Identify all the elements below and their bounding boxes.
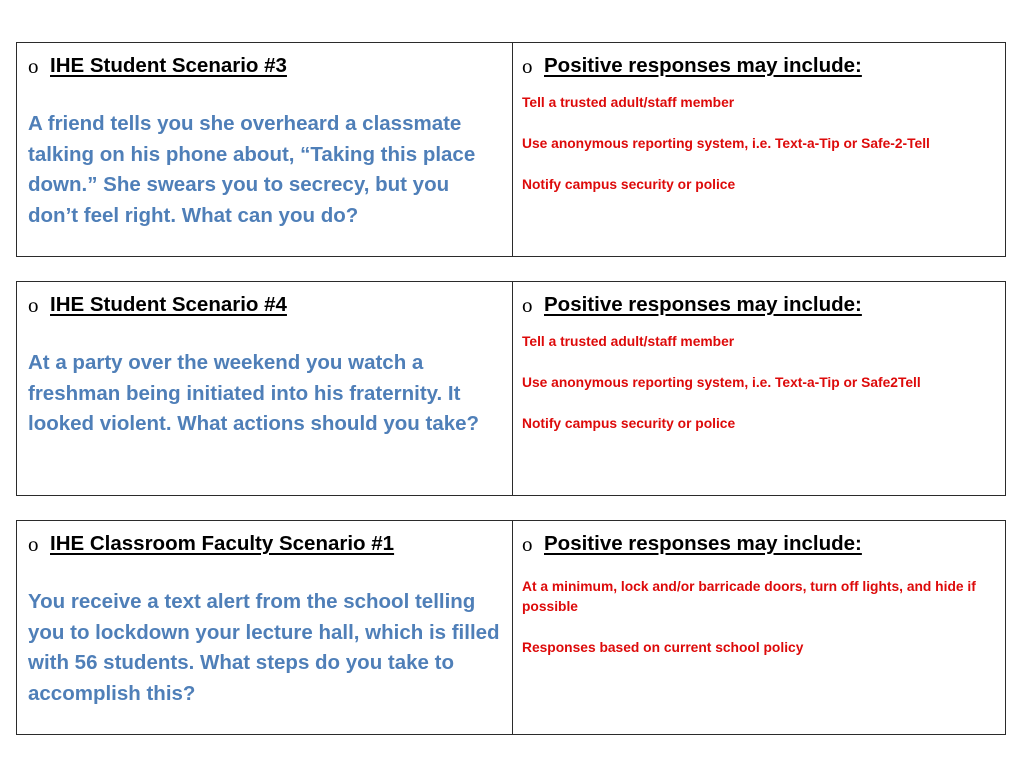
scenario-column <box>17 282 513 495</box>
responses-column <box>513 282 1005 495</box>
scenario-card-student-4 <box>16 281 1006 496</box>
scenario-heading-row <box>28 292 502 318</box>
responses-list <box>522 93 997 195</box>
scenario-card-faculty-1 <box>16 520 1006 735</box>
bullet-circle-icon: o <box>522 531 533 556</box>
scenario-text: You receive a text alert from the school telling you to lockdown your lecture hall, which is filled with 56 students. What steps do you take to accomplish this? <box>28 590 500 705</box>
scenario-heading-row <box>28 53 502 79</box>
response-item: Notify campus security or police <box>522 177 736 192</box>
response-item: At a minimum, lock and/or barricade doors, turn off lights, and hide if possible <box>522 579 976 614</box>
responses-title: Positive responses may include: <box>544 532 862 555</box>
scenario-title: IHE Classroom Faculty Scenario #1 <box>50 532 395 555</box>
scenario-text: At a party over the weekend you watch a freshman being initiated into his fraternity. It looked violent. What actions should you take? <box>28 351 480 435</box>
bullet-circle-icon: o <box>28 53 39 78</box>
response-item: Use anonymous reporting system, i.e. Text-a-Tip or Safe2Tell <box>522 375 921 390</box>
response-item: Tell a trusted adult/staff member <box>522 334 735 349</box>
responses-heading-row <box>522 292 997 318</box>
scenario-text: A friend tells you she overheard a classmate talking on his phone about, “Taking this place down.” She swears you to secrecy, but you don’t feel right. What can you do? <box>28 112 476 227</box>
responses-column <box>513 521 1005 734</box>
scenario-column <box>17 43 513 256</box>
response-item: Tell a trusted adult/staff member <box>522 95 735 110</box>
responses-heading-row <box>522 531 997 557</box>
response-item: Responses based on current school policy <box>522 640 804 655</box>
scenario-heading-row <box>28 531 502 557</box>
scenario-column <box>17 521 513 734</box>
responses-heading-row <box>522 53 997 79</box>
response-item: Notify campus security or police <box>522 416 736 431</box>
responses-title: Positive responses may include: <box>544 293 862 316</box>
bullet-circle-icon: o <box>28 531 39 556</box>
scenario-title: IHE Student Scenario #3 <box>50 54 287 77</box>
response-item: Use anonymous reporting system, i.e. Text-a-Tip or Safe-2-Tell <box>522 136 930 151</box>
bullet-circle-icon: o <box>522 292 533 317</box>
responses-title: Positive responses may include: <box>544 54 862 77</box>
scenario-title: IHE Student Scenario #4 <box>50 293 287 316</box>
responses-column <box>513 43 1005 256</box>
bullet-circle-icon: o <box>28 292 39 317</box>
scenario-card-student-3 <box>16 42 1006 257</box>
responses-list <box>522 577 997 658</box>
bullet-circle-icon: o <box>522 53 533 78</box>
responses-list <box>522 332 997 434</box>
